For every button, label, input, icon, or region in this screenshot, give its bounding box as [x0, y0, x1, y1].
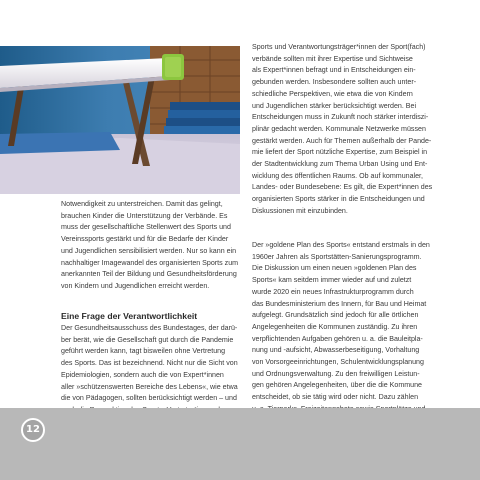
text-line: Der »goldene Plan des Sports« entstand erstmals in den: [252, 241, 430, 249]
text-line: Angelegenheiten die Kommunen zuständig. Zu ihren: [252, 322, 418, 331]
text-line: muss der gesellschaftliche Stellenwert des Sports und: [61, 223, 231, 232]
text-line: nachhaltiger Imagewandel des organisierten Sports zum: [61, 258, 239, 267]
text-line: Die Diskussion um einen neuen »goldenen Plan des: [252, 264, 417, 273]
page-footer-band: [0, 408, 480, 480]
text-line: entscheidet, ob sie tätig wird oder nicht. Dazu zählen: [252, 393, 419, 402]
text-line: Sports und Verantwortungsträger*innen der Sport(fach): [252, 43, 426, 51]
page-number-badge: 12: [21, 418, 45, 442]
text-line: Sports« kam seitdem immer wieder auf und zuletzt: [252, 276, 412, 285]
text-line: aufgelegt. Grundsätzlich sind jedoch für alle örtlichen: [252, 311, 419, 320]
gym-beam-photo: [0, 46, 240, 194]
text-line: und Jugendlichen sensibilisiert werden. Nur so kann ein: [61, 246, 237, 255]
text-line: nung und -aufsicht, Abwasserbeseitigung, Vorhaltung: [252, 346, 420, 355]
text-line: Entscheidungen muss in Zukunft noch stärker interdiszi-: [252, 113, 429, 122]
text-line: des Sports. Das ist bezeichnend. Nicht nur die Sicht von: [61, 359, 238, 368]
text-line: von Vorsorgeeinrichtungen, Schulentwicklungsplanung: [252, 358, 424, 367]
text-line: und Jugendlichen stärker berücksichtigt werden. Bei: [252, 101, 417, 110]
text-line: und Ordnungsverwaltung. Zu den freiwilligen Leistun-: [252, 369, 420, 378]
left-column-section-text: [61, 323, 236, 417]
text-line: plinär gedacht werden. Kommunale Netzwerke müssen: [252, 124, 426, 133]
text-line: die von Pädagogen, sollten berücksichtigt werden – und: [61, 394, 237, 403]
text-line: gebunden werden. Insbesondere sollten auch unter-: [252, 78, 417, 87]
text-line: mie liefert der Sport nützliche Expertise, zum Beispiel in: [252, 148, 428, 157]
left-column-intro-text: [61, 199, 239, 293]
text-line: als Expert*innen befragt und in Entscheidungen ein-: [252, 66, 416, 75]
text-line: ber berät, wie die Gesellschaft gut durch die Pandemie: [61, 335, 234, 344]
text-line: wicklung des öffentlichen Raums. Ob auf kommunaler,: [252, 171, 423, 180]
text-line: der Stadtentwicklung zum Thema Urban Using und Ent-: [252, 160, 428, 169]
text-line: Epidemiologien, sondern auch die von Expert*innen: [61, 370, 224, 379]
text-line: verpflichtenden Aufgaben gehören u. a. die Bauleitpla-: [252, 334, 423, 343]
text-line: Diskussionen mit einzubinden.: [252, 206, 348, 215]
text-line: gen gehören Angelegenheiten, über die die Kommune: [252, 381, 422, 390]
text-line: schiedliche Perspektiven, wie etwa die von Kindern: [252, 89, 413, 98]
text-line: aller »schützenswerten Bereiche des Lebens«, wie etwa: [61, 382, 238, 391]
text-line: Landes- oder Bundesebene: Es gilt, die Expert*innen des: [252, 183, 433, 192]
text-line: brauchen Kinder die Unterstützung der Verbände. Es: [61, 211, 228, 220]
text-line: gestärkt werden. Auch für Themen außerhalb der Pande-: [252, 136, 432, 145]
section-heading: Eine Frage der Verantwortlichkeit: [61, 311, 198, 321]
text-line: geführt werden kann, tagt bisweilen ohne Vertretung: [61, 347, 226, 356]
beam-illustration: [0, 46, 240, 194]
text-line: Der Gesundheitsausschuss des Bundestages, der darü-: [61, 324, 238, 332]
text-line: Vereinssports gestärkt und für die Bedarfe der Kinder: [61, 235, 229, 244]
text-line: wurde 2020 ein neues Infrastrukturprogramm durch: [252, 287, 414, 296]
text-line: 1960er Jahren als Sportstätten-Sanierungsprogramm.: [252, 252, 422, 261]
text-line: von Kindern und Jugendlichen erreicht werden.: [61, 281, 210, 290]
text-line: anerkannten Teil der Bildung und Gesundheitsförderung: [61, 270, 237, 279]
text-line: verbände sollten mit ihrer Expertise und Sichtweise: [252, 54, 413, 63]
text-line: Notwendigkeit zu unterstreichen. Damit das gelingt,: [61, 200, 223, 208]
right-column-paragraph-1: [252, 42, 442, 218]
right-column-paragraph-2: [252, 240, 442, 427]
text-line: organisierten Sports stärker in die Entscheidungen und: [252, 195, 425, 204]
text-line: das Bundesministerium des Innern, für Bau und Heimat: [252, 299, 427, 308]
